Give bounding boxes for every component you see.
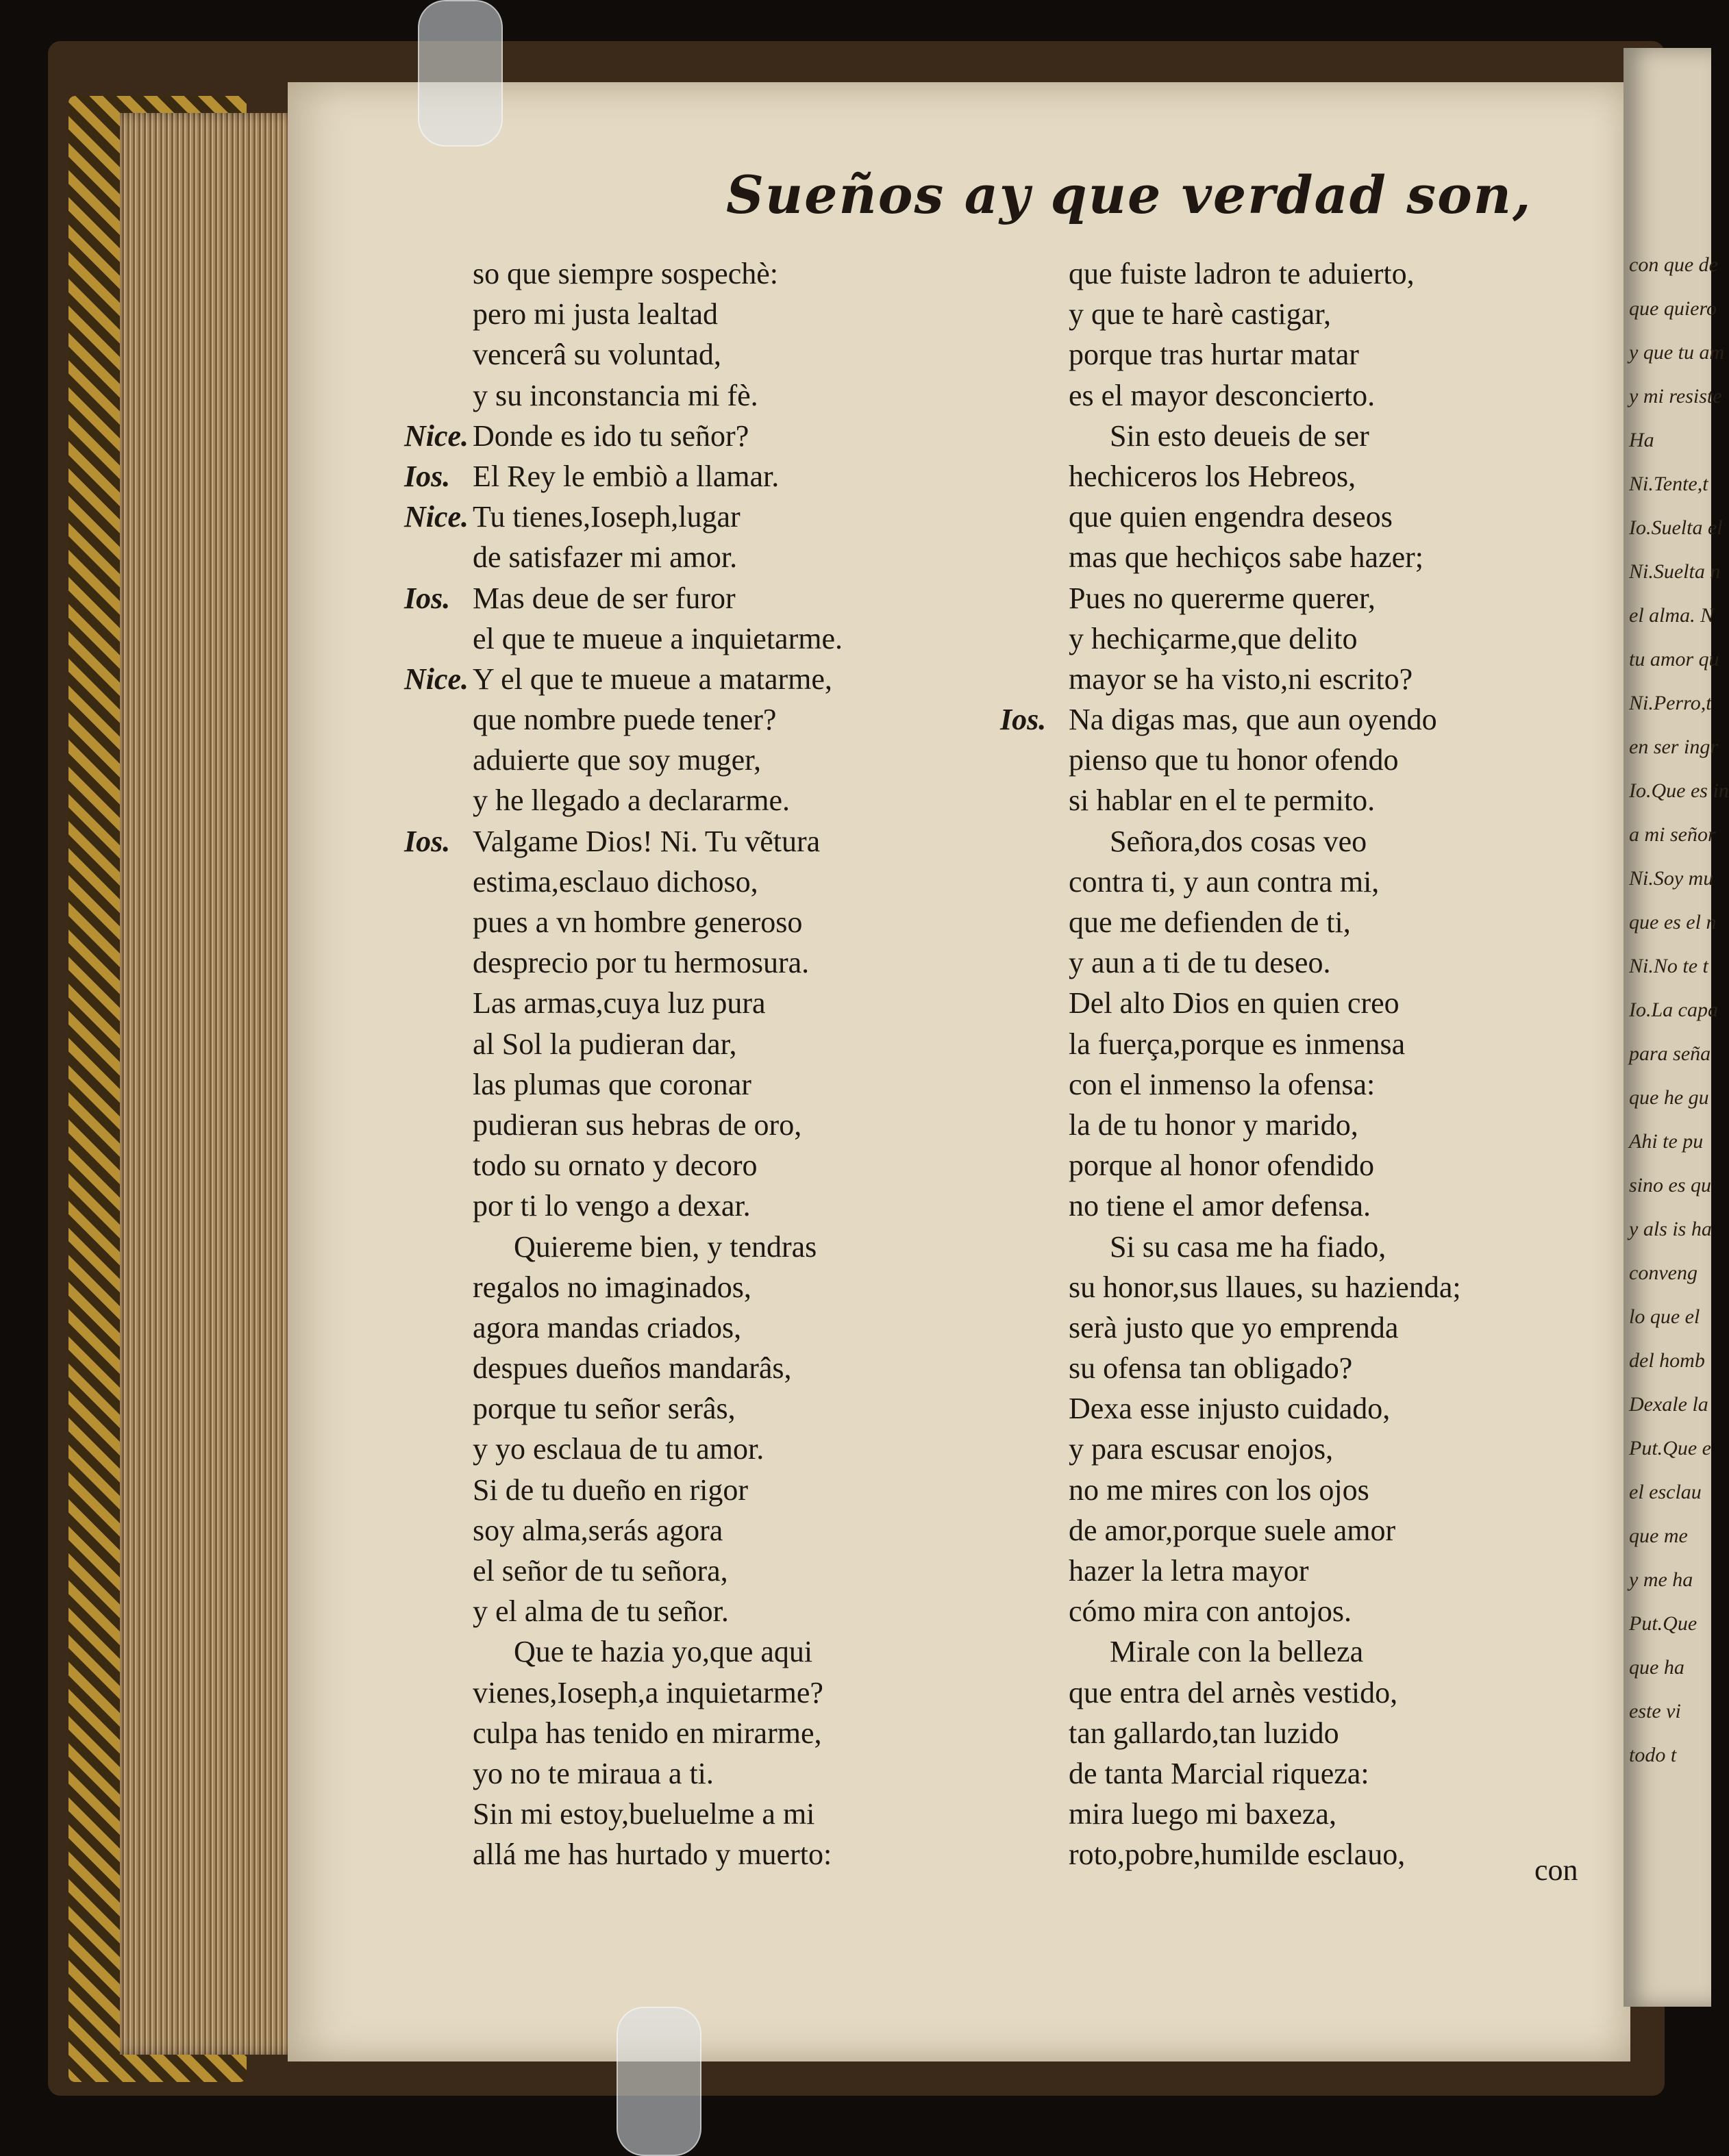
verse-text: y he llegado a declararme.	[473, 784, 790, 818]
facing-page-text: Ni.No te t	[1629, 955, 1708, 977]
verse-line	[1069, 740, 1658, 780]
verse-text: de tanta Marcial riqueza:	[1069, 1756, 1369, 1790]
verse-text: cómo mira con antojos.	[1069, 1594, 1352, 1629]
speaker-label: Ios.	[404, 824, 451, 858]
verse-text: despues dueños mandarâs,	[473, 1351, 792, 1386]
facing-page-text: Put.Que e	[1629, 1437, 1711, 1459]
verse-line	[1069, 334, 1658, 375]
facing-page-text: y que tu am	[1629, 341, 1725, 364]
speaker-label: Nice.	[404, 500, 469, 534]
facing-page-text: el alma. N	[1629, 604, 1715, 627]
facing-page-text: para seña	[1629, 1042, 1711, 1065]
verse-line	[473, 1186, 1062, 1226]
verse-text: pudieran sus hebras de oro,	[473, 1107, 802, 1142]
verse-line	[1069, 1794, 1658, 1834]
facing-page-text: sino es qu	[1629, 1174, 1711, 1196]
verse-line	[473, 1713, 1062, 1753]
verse-text: Y el que te mueue a matarme,	[473, 662, 832, 696]
verse-text: culpa has tenido en mirarme,	[473, 1716, 822, 1750]
verse-line	[473, 1145, 1062, 1186]
verse-line	[473, 1307, 1062, 1348]
verse-text: las plumas que coronar	[473, 1067, 751, 1101]
verse-line	[1069, 537, 1658, 577]
verse-line	[1069, 902, 1658, 942]
facing-page-text: Ni.Suelta n	[1629, 560, 1721, 583]
verse-text: Las armas,cuya luz pura	[473, 986, 766, 1020]
verse-text: desprecio por tu hermosura.	[473, 946, 810, 980]
verse-line	[1069, 1510, 1658, 1551]
verse-text: que quien engendra deseos	[1069, 500, 1393, 534]
verse-line	[1069, 1753, 1658, 1794]
verse-line	[473, 1105, 1062, 1145]
speaker-label: Nice.	[404, 662, 469, 696]
facing-page-text: conveng	[1629, 1262, 1697, 1284]
verse-text: hazer la letra mayor	[1069, 1554, 1309, 1588]
verse-text: porque tu señor serâs,	[473, 1392, 736, 1426]
verse-text: Señora,dos cosas veo	[1110, 824, 1367, 858]
verse-line	[1069, 1186, 1658, 1226]
verse-line	[473, 1267, 1062, 1307]
verse-line	[473, 902, 1062, 942]
verse-text: su honor,sus llaues, su hazienda;	[1069, 1270, 1461, 1304]
verse-text: Na digas mas, que aun oyendo	[1069, 703, 1437, 737]
verse-line	[473, 1429, 1062, 1469]
speaker-label: Ios.	[404, 581, 451, 615]
verse-line	[473, 983, 1062, 1023]
verse-text: Dexa esse injusto cuidado,	[1069, 1392, 1391, 1426]
verse-line	[473, 1510, 1062, 1551]
verse-line	[473, 537, 1062, 577]
verse-text: que fuiste ladron te aduierto,	[1069, 257, 1415, 290]
verse-text: roto,pobre,humilde esclauo,	[1069, 1838, 1406, 1872]
verse-text: es el mayor desconcierto.	[1069, 378, 1376, 412]
verse-text: pienso que tu honor ofendo	[1069, 743, 1399, 777]
verse-text: soy alma,serás agora	[473, 1513, 723, 1547]
verse-line	[1069, 1145, 1658, 1186]
verse-line	[473, 375, 1062, 416]
verse-line	[473, 1672, 1062, 1713]
verse-text: el señor de tu señora,	[473, 1554, 728, 1588]
verse-text: la fuerça,porque es inmensa	[1069, 1027, 1406, 1061]
verse-text: todo su ornato y decoro	[473, 1149, 758, 1183]
verse-line	[473, 740, 1062, 780]
verse-text: Quiereme bien, y tendras	[514, 1229, 817, 1264]
verse-text: con el inmenso la ofensa:	[1069, 1067, 1376, 1101]
verse-line	[473, 942, 1062, 983]
facing-page-text: que me	[1629, 1525, 1688, 1547]
verse-text: so que siempre sospechè:	[473, 257, 778, 290]
facing-page-text: lo que el	[1629, 1305, 1700, 1328]
facing-page-text: Ni.Soy mu	[1629, 867, 1714, 890]
verse-text: contra ti, y aun contra mi,	[1069, 864, 1380, 899]
speaker-label: Nice.	[404, 418, 469, 453]
verse-line	[473, 1794, 1062, 1834]
facing-page-text: y me ha	[1629, 1568, 1693, 1591]
verse-text: y que te harè castigar,	[1069, 297, 1332, 331]
verse-text: que nombre puede tener?	[473, 703, 777, 737]
facing-page-text: el esclau	[1629, 1481, 1702, 1503]
verse-text: Tu tienes,Ioseph,lugar	[473, 500, 741, 534]
verse-line	[1069, 1348, 1658, 1388]
verse-line	[473, 1064, 1062, 1105]
verse-line	[404, 659, 1062, 699]
catchword: con	[1534, 1853, 1578, 1887]
verse-line	[473, 1753, 1062, 1794]
verse-line	[1069, 253, 1658, 294]
verse-text: allá me has hurtado y muerto:	[473, 1838, 832, 1872]
speaker-label: Ios.	[404, 459, 451, 493]
verse-text: y su inconstancia mi fè.	[473, 378, 758, 412]
verse-text: aduierte que soy muger,	[473, 743, 761, 777]
verse-line	[473, 1834, 1062, 1875]
verse-line	[1069, 942, 1658, 983]
verse-text: agora mandas criados,	[473, 1310, 742, 1344]
verse-line	[473, 1227, 1062, 1267]
verse-text: vencerâ su voluntad,	[473, 338, 721, 372]
verse-line	[1069, 659, 1658, 699]
verse-text: vienes,Ioseph,a inquietarme?	[473, 1675, 823, 1709]
facing-page-text: este vi	[1629, 1700, 1681, 1722]
verse-text: Sin mi estoy,bueluelme a mi	[473, 1797, 815, 1831]
facing-page-text: del homb	[1629, 1349, 1705, 1372]
verse-text: que me defienden de ti,	[1069, 905, 1351, 939]
verse-line	[1069, 618, 1658, 659]
verse-line	[473, 294, 1062, 334]
running-title: Sueños ay que verdad son,	[726, 164, 1532, 225]
verse-line	[404, 416, 1062, 456]
facing-page-text: tu amor qu	[1629, 648, 1719, 670]
facing-page-text: Ha	[1629, 429, 1654, 451]
page-clip-top	[418, 0, 503, 147]
verse-line	[473, 253, 1062, 294]
right-text-column	[1000, 253, 1658, 1875]
verse-line	[1069, 1064, 1658, 1105]
verse-text: Sin esto deueis de ser	[1110, 418, 1369, 453]
facing-page-text: con que de	[1629, 253, 1718, 276]
verse-text: el que te mueue a inquietarme.	[473, 621, 843, 655]
verse-line	[1069, 1024, 1658, 1064]
facing-page-text: Ni.Tente,t	[1629, 473, 1708, 495]
verse-line	[473, 1348, 1062, 1388]
page-edges	[120, 113, 312, 2055]
verse-text: Que te hazia yo,que aqui	[514, 1635, 813, 1669]
verse-text: la de tu honor y marido,	[1069, 1107, 1358, 1142]
verse-line	[1069, 294, 1658, 334]
verse-line	[404, 578, 1062, 618]
speaker-label: Ios.	[1000, 703, 1047, 737]
verse-line	[1069, 1591, 1658, 1631]
facing-page-text: y als is ha	[1629, 1218, 1712, 1240]
verse-line	[1069, 1672, 1658, 1713]
verse-text: estima,esclauo dichoso,	[473, 864, 758, 899]
verse-line	[1069, 1631, 1658, 1672]
verse-text: no tiene el amor defensa.	[1069, 1189, 1371, 1223]
verse-text: al Sol la pudieran dar,	[473, 1027, 737, 1061]
verse-line	[473, 334, 1062, 375]
facing-page-text: en ser ingr	[1629, 736, 1718, 758]
verse-text: si hablar en el te permito.	[1069, 784, 1376, 818]
verse-line	[1069, 1267, 1658, 1307]
verse-text: Donde es ido tu señor?	[473, 418, 749, 453]
verse-line	[404, 821, 1062, 862]
verse-line	[1069, 497, 1658, 537]
verse-line	[473, 862, 1062, 902]
verse-line	[1069, 1227, 1658, 1267]
verse-text: y para escusar enojos,	[1069, 1432, 1334, 1466]
verse-text: yo no te miraua a ti.	[473, 1756, 714, 1790]
facing-page-text: Put.Que	[1629, 1612, 1697, 1635]
verse-line	[1000, 699, 1658, 740]
verse-text: pero mi justa lealtad	[473, 297, 718, 331]
verse-line	[473, 1388, 1062, 1429]
verse-line	[1069, 780, 1658, 820]
verse-text: hechiceros los Hebreos,	[1069, 459, 1356, 493]
verse-line	[473, 618, 1062, 659]
verse-text: y yo esclaua de tu amor.	[473, 1432, 764, 1466]
verse-text: Pues no quererme querer,	[1069, 581, 1376, 615]
verse-line	[1069, 456, 1658, 497]
verse-line	[473, 1591, 1062, 1631]
verse-text: mas que hechiços sabe hazer;	[1069, 540, 1423, 575]
verse-line	[1069, 1105, 1658, 1145]
verse-text: Del alto Dios en quien creo	[1069, 986, 1400, 1020]
verse-line	[404, 497, 1062, 537]
facing-page-text: Io.Suelta el	[1629, 516, 1723, 539]
verse-line	[1069, 416, 1658, 456]
facing-page-text: que ha	[1629, 1656, 1684, 1679]
verse-line	[1069, 983, 1658, 1023]
verse-text: regalos no imaginados,	[473, 1270, 751, 1304]
verse-text: su ofensa tan obligado?	[1069, 1351, 1353, 1386]
facing-page-text: Ahi te pu	[1629, 1130, 1704, 1153]
verse-text: y hechiçarme,que delito	[1069, 621, 1358, 655]
facing-page-text: y mi resiste	[1629, 385, 1722, 408]
verse-text: de amor,porque suele amor	[1069, 1513, 1396, 1547]
verse-line	[473, 699, 1062, 740]
verse-line	[1069, 1307, 1658, 1348]
facing-page-text: Dexale la	[1629, 1393, 1708, 1416]
page-clip-bottom	[617, 2007, 701, 2156]
verse-text: de satisfazer mi amor.	[473, 540, 738, 575]
verse-text: Mirale con la belleza	[1110, 1635, 1364, 1669]
verse-line	[1069, 1713, 1658, 1753]
verse-line	[473, 1551, 1062, 1591]
verse-line	[1069, 578, 1658, 618]
verse-text: que entra del arnès vestido,	[1069, 1675, 1398, 1709]
verse-text: Si su casa me ha fiado,	[1110, 1229, 1386, 1264]
verse-line	[1069, 1470, 1658, 1510]
verse-text: serà justo que yo emprenda	[1069, 1310, 1399, 1344]
facing-page-text: todo t	[1629, 1744, 1677, 1766]
verse-text: Si de tu dueño en rigor	[473, 1472, 749, 1507]
verse-text: y el alma de tu señor.	[473, 1594, 729, 1629]
verse-text: Mas deue de ser furor	[473, 581, 736, 615]
facing-page-text: a mi señor	[1629, 823, 1716, 846]
verse-text: mayor se ha visto,ni escrito?	[1069, 662, 1413, 696]
verse-text: tan gallardo,tan luzido	[1069, 1716, 1339, 1750]
verse-text: mira luego mi baxeza,	[1069, 1797, 1336, 1831]
verse-line	[1069, 375, 1658, 416]
verse-line	[1069, 862, 1658, 902]
verse-text: no me mires con los ojos	[1069, 1472, 1369, 1507]
facing-page-text: que quiero	[1629, 297, 1717, 320]
facing-page-text: Ni.Perro,t	[1629, 692, 1712, 714]
verse-line	[1069, 1388, 1658, 1429]
verse-line	[1069, 821, 1658, 862]
facing-page-text: Io.Que es in	[1629, 779, 1729, 802]
verse-line	[1069, 1551, 1658, 1591]
facing-page-text: que he gu	[1629, 1086, 1709, 1109]
facing-page-text: Io.La capa	[1629, 999, 1718, 1021]
verse-text: Valgame Dios! Ni. Tu vẽtura	[473, 824, 821, 858]
verse-line	[1069, 1429, 1658, 1469]
verse-text: porque al honor ofendido	[1069, 1149, 1374, 1183]
verse-text: El Rey le embiò a llamar.	[473, 459, 780, 493]
verse-text: porque tras hurtar matar	[1069, 338, 1359, 372]
verse-text: por ti lo vengo a dexar.	[473, 1189, 751, 1223]
verse-line	[473, 780, 1062, 820]
verse-line	[473, 1631, 1062, 1672]
verse-line	[473, 1470, 1062, 1510]
facing-page-text: que es el n	[1629, 911, 1717, 933]
verse-text: pues a vn hombre generoso	[473, 905, 803, 939]
verse-text: y aun a ti de tu deseo.	[1069, 946, 1331, 980]
verse-line	[404, 456, 1062, 497]
verse-line	[473, 1024, 1062, 1064]
left-text-column	[404, 253, 1062, 1875]
